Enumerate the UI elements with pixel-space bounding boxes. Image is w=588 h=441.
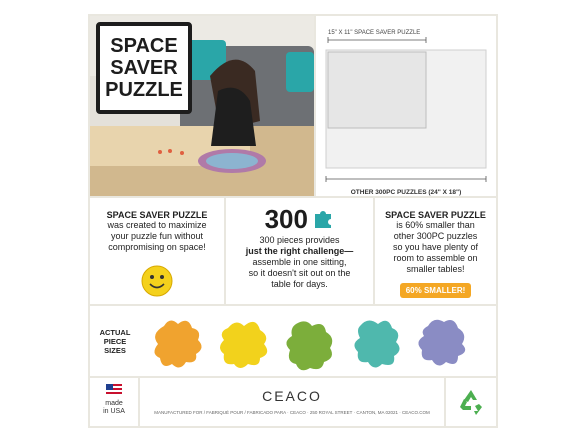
smiley-icon xyxy=(140,264,174,298)
recycle-panel xyxy=(446,378,496,426)
panel-center-line-2: just the right challenge— xyxy=(245,246,354,256)
recycle-icon xyxy=(456,387,486,417)
usa-flag-icon xyxy=(106,384,122,396)
size-diagram xyxy=(316,16,496,196)
smaller-badge: 60% SMALLER! xyxy=(400,283,472,298)
piece-purple xyxy=(418,320,465,366)
info-panel-center xyxy=(226,198,373,304)
piece-yellow xyxy=(220,322,267,368)
piece-shapes xyxy=(146,310,486,374)
panel-right-line-4: room to assemble on xyxy=(393,253,478,263)
panel-center-line-4: so it doesn't sit out on the xyxy=(248,268,351,278)
piece-sizes-label xyxy=(96,328,134,355)
piece-orange xyxy=(154,320,201,367)
info-panel-left xyxy=(90,198,224,304)
panel-right-line-5: smaller tables! xyxy=(406,264,465,274)
piece-label-line-1: ACTUAL xyxy=(99,328,131,337)
logo-line-1: SPACE xyxy=(110,35,178,57)
size-comparison xyxy=(316,16,496,196)
panel-center-line-3: assemble in one sitting, xyxy=(252,257,347,267)
brand-name: CEACO xyxy=(262,388,322,404)
info-panel-right xyxy=(375,198,496,304)
lifestyle-photo xyxy=(90,16,314,196)
in-usa-label: in USA xyxy=(103,408,125,415)
manufacturer-line: MANUFACTURED FOR / FABRIQUÉ POUR / FABRICADO PARA · CEACO · 250 ROYAL STREET · CANTON, MA 02021 · CEACO.COM xyxy=(154,410,430,415)
small-puzzle-label: 15" X 11" SPACE SAVER PUZZLE xyxy=(328,30,421,36)
panel-left-heading: SPACE SAVER PUZZLE xyxy=(106,210,208,220)
made-in-usa xyxy=(90,378,138,426)
puzzle-piece-icon xyxy=(312,207,334,229)
panel-right-line-1: is 60% smaller than xyxy=(396,220,475,230)
space-saver-logo xyxy=(96,22,192,114)
actual-piece-sizes xyxy=(90,306,496,376)
panel-left-line-2: your puzzle fun without xyxy=(110,231,204,241)
panel-right-heading: SPACE SAVER PUZZLE xyxy=(385,210,486,220)
brand-footer xyxy=(140,378,444,426)
piece-teal xyxy=(354,320,399,367)
made-label: made xyxy=(105,400,123,407)
piece-count: 300 xyxy=(264,204,308,234)
piece-label-line-3: SIZES xyxy=(104,346,126,355)
logo-line-3: PUZZLE xyxy=(105,79,183,101)
logo-line-2: SAVER xyxy=(110,57,178,79)
panel-center-line-5: table for days. xyxy=(271,279,328,289)
piece-label-line-2: PIECE xyxy=(103,337,127,346)
panel-right-line-2: other 300PC puzzles xyxy=(393,231,478,241)
piece-green xyxy=(286,321,332,370)
panel-center-line-1: 300 pieces provides xyxy=(259,235,340,245)
panel-right-line-3: so you have plenty of xyxy=(392,242,479,252)
panel-left-line-1: was created to maximize xyxy=(107,220,207,230)
big-puzzle-label: OTHER 300PC PUZZLES (24" X 18") xyxy=(350,189,462,196)
panel-left-line-3: compromising on space! xyxy=(108,242,206,252)
